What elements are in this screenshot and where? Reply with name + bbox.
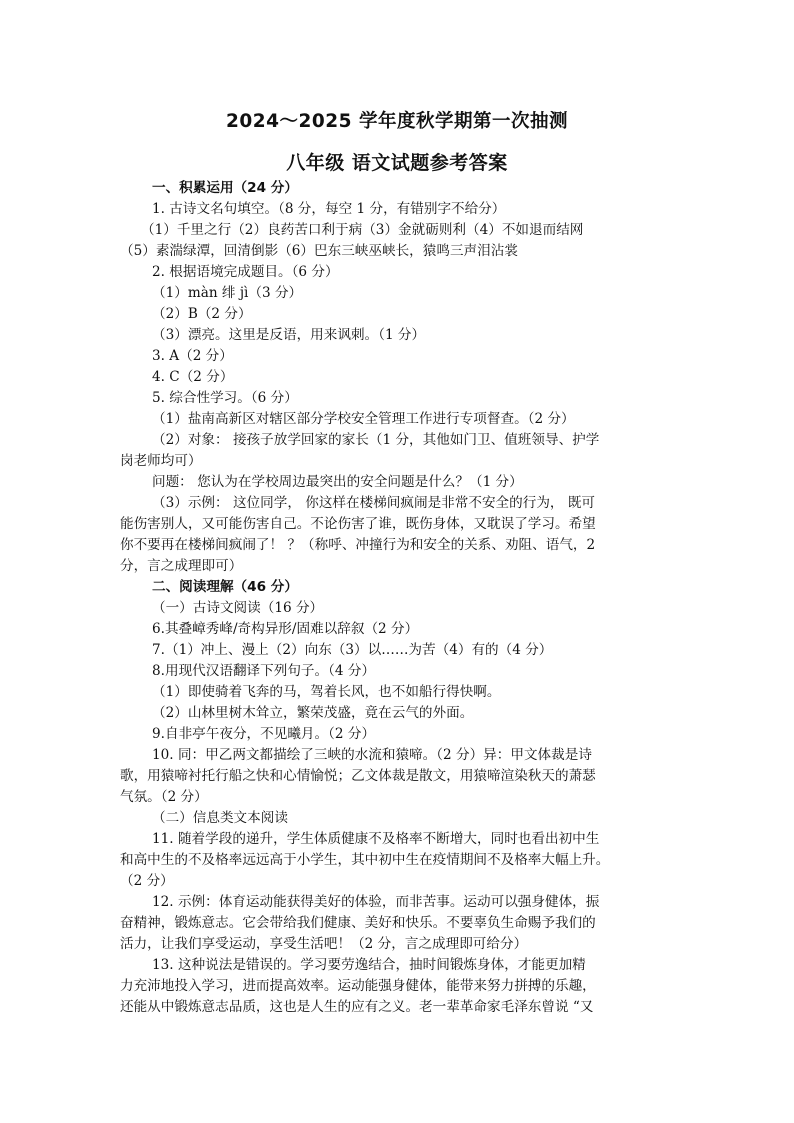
text-line: （3）漂亮。这里是反语，用来讽刺。（1 分） (152, 327, 426, 343)
text-line: 奋精神，锻炼意志。它会带给我们健康、美好和快乐。不要辜负生命赐予我们的 (120, 915, 596, 931)
text-line: 11. 随着学段的递升，学生体质健康不及格率不断增大，同时也看出初中生 (152, 831, 600, 847)
text-line: （2 分） (120, 873, 174, 889)
text-line: 问题： 您认为在学校周边最突出的安全问题是什么？（1 分） (152, 474, 523, 490)
text-line: 还能从中锻炼意志品质，这也是人生的应有之义。老一辈革命家毛泽东曾说 “又 (120, 999, 594, 1015)
text-line: 岗老师均可） (120, 453, 202, 469)
text-line: 9.自非亭午夜分，不见曦月。（2 分） (152, 726, 376, 742)
text-line: 6.其叠嶂秀峰/奇构异形/固难以辞叙（2 分） (152, 621, 419, 637)
text-line: 你不要再在楼梯间疯闹了！ ？（称呼、冲撞行为和安全的关系、劝阻、语气，2 (120, 537, 596, 553)
text-line: （二）信息类文本阅读 (152, 810, 288, 826)
text-line: 气氛。（2 分） (120, 789, 208, 805)
section-heading-2: 二、阅读理解（46 分） (152, 579, 298, 595)
text-line: 8.用现代汉语翻译下列句子。（4 分） (152, 663, 376, 679)
text-line: （1）盐南高新区对辖区部分学校安全管理工作进行专项督查。（2 分） (152, 411, 575, 427)
text-line: （2）对象： 接孩子放学回家的家长（1 分，其他如门卫、值班领导、护学 (152, 432, 600, 448)
document-title: 2024～2025 学年度秋学期第一次抽测 (226, 111, 568, 132)
text-line: （2）B（2 分） (152, 306, 252, 322)
text-line: 分，言之成理即可） (120, 558, 243, 574)
text-line: 12. 示例：体育运动能获得美好的体验，而非苦事。运动可以强身健体，振 (152, 894, 600, 910)
text-line: （2）山林里树木耸立，繁荣茂盛，竟在云气的外面。 (152, 705, 474, 721)
text-line: （5）素湍绿潭，回清倒影（6）巴东三峡巫峡长，猿鸣三声泪沾裳 (120, 243, 518, 259)
text-line: 3. A（2 分） (152, 348, 233, 364)
text-line: 和高中生的不及格率远远高于小学生，其中初中生在疫情期间不及格率大幅上升。 (120, 852, 610, 868)
text-line: 13. 这种说法是错误的。学习要劳逸结合，抽时间锻炼身体，才能更加精 (152, 957, 586, 973)
text-line: （一）古诗文阅读（16 分） (152, 600, 324, 616)
text-line: 5. 综合性学习。（6 分） (152, 390, 298, 406)
text-line: 歌，用猿啼衬托行船之快和心情愉悦；乙文体裁是散文，用猿啼渲染秋天的萧瑟 (120, 768, 596, 784)
text-line: 活力，让我们享受运动，享受生活吧！（2 分，言之成理即可给分） (120, 936, 528, 952)
text-line: 力充沛地投入学习，进而提高效率。运动能强身健体，能带来努力拼搏的乐趣， (120, 978, 596, 994)
text-line: 7.（1）冲上、漫上（2）向东（3）以……为苦（4）有的（4 分） (152, 642, 553, 658)
text-line: （1）màn 绯 jì（3 分） (152, 285, 303, 301)
text-line: 能伤害别人，又可能伤害自己。不论伤害了谁，既伤身体，又耽误了学习。希望 (120, 516, 596, 532)
text-line: （3）示例： 这位同学， 你这样在楼梯间疯闹是非常不安全的行为， 既可 (152, 495, 596, 511)
text-line: 2. 根据语境完成题目。（6 分） (152, 264, 339, 280)
text-line: 10. 同：甲乙两文都描绘了三峡的水流和猿啼。（2 分）异：甲文体裁是诗 (152, 747, 592, 763)
section-heading-1: 一、积累运用（24 分） (152, 180, 298, 196)
text-line: （1）即使骑着飞奔的马，驾着长风，也不如船行得快啊。 (152, 684, 501, 700)
text-line: 4. C（2 分） (152, 369, 234, 385)
text-line: （1）千里之行（2）良药苦口利于病（3）金就砺则利（4）不如退而结网 (141, 222, 584, 238)
document-subtitle: 八年级 语文试题参考答案 (286, 152, 508, 174)
text-line: 1. 古诗文名句填空。（8 分，每空 1 分，有错别字不给分） (152, 201, 506, 217)
